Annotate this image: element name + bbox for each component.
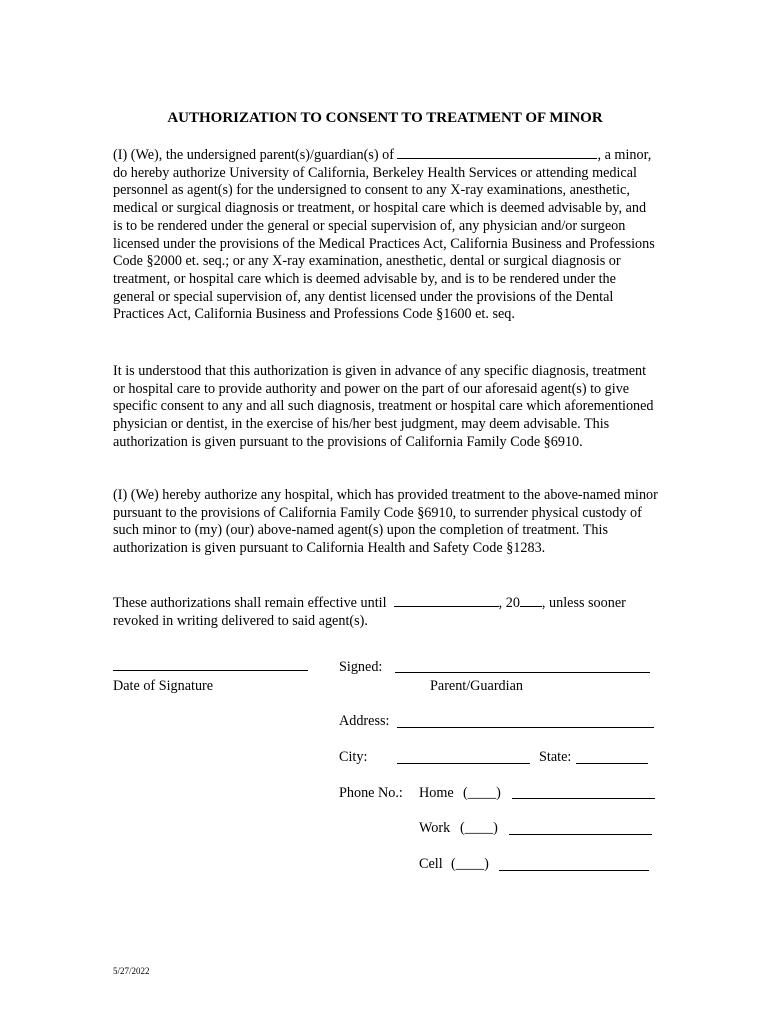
home-phone-label: Home	[419, 785, 454, 801]
effective-lead: These authorizations shall remain effective until	[113, 595, 387, 611]
parent-guardian-label: Parent/Guardian	[430, 678, 523, 694]
effective-date-field[interactable]	[394, 594, 499, 607]
footer-date: 5/27/2022	[113, 966, 150, 976]
address-field[interactable]	[397, 727, 654, 728]
cell-phone-label: Cell	[419, 856, 443, 872]
work-area-code-field[interactable]: (____)	[460, 820, 498, 836]
cell-area-code-field[interactable]: (____)	[451, 856, 489, 872]
year-prefix: , 20	[498, 595, 520, 611]
authorization-lead: (I) (We), the undersigned parent(s)/guardian(s) of	[113, 147, 394, 163]
state-field[interactable]	[576, 763, 648, 764]
work-phone-label: Work	[419, 820, 451, 836]
effective-until-paragraph	[113, 594, 658, 630]
address-label: Address:	[339, 713, 390, 729]
cell-phone-field[interactable]	[499, 870, 649, 871]
authorization-body: , a minor, do hereby authorize University of California, Berkeley Health Services or attending medical personnel as agent(s) for the undersigned to consent to any X-ray examinations, anesthetic, medical or surgical diagnosis or treatment, or hospital care which is deemed advisable by, and is to be rendered under the general or special supervision of, any physician and/or surgeon licensed under the provisions of the Medical Practices Act, California Business and Professions Code §2000 et. seq.; or any X-ray examination, anesthetic, dental or surgical diagnosis or treatment, or hospital care which is deemed advisable by, and is to be rendered under the general or special supervision of, any dentist licensed under the provisions of the Dental Practices Act, California Business and Professions Code §1600 et. seq.	[113, 147, 655, 323]
hospital-paragraph: (I) (We) hereby authorize any hospital, which has provided treatment to the above-named minor pursuant to the provisions of California Family Code §6910, to surrender physical custody of such minor to (my) (our) above-named agent(s) upon the completion of treatment. This authorization is given pursuant to California Health and Safety Code §1283.	[113, 487, 658, 557]
signature-field[interactable]	[395, 672, 650, 673]
city-label: City:	[339, 749, 368, 765]
home-phone-field[interactable]	[512, 798, 655, 799]
form-title: AUTHORIZATION TO CONSENT TO TREATMENT OF MINOR	[167, 110, 603, 126]
signed-label: Signed:	[339, 659, 383, 675]
phone-label: Phone No.:	[339, 785, 403, 801]
date-of-signature-label: Date of Signature	[113, 678, 214, 694]
minor-name-field[interactable]	[397, 146, 597, 159]
city-field[interactable]	[397, 763, 530, 764]
understanding-paragraph: It is understood that this authorization is given in advance of any specific diagnosis, treatment or hospital care to provide authority and power on the part of our aforesaid agent(s) to give specific consent to any and all such diagnosis, treatment or hospital care which aforementioned physician or dentist, in the exercise of his/her best judgment, may deem advisable. This authorization is given pursuant to the provisions of California Family Code §6910.	[113, 363, 654, 450]
work-phone-field[interactable]	[509, 834, 652, 835]
year-field[interactable]	[520, 594, 542, 607]
date-of-signature-field[interactable]	[113, 670, 308, 671]
home-area-code-field[interactable]: (____)	[463, 785, 501, 801]
state-label: State:	[539, 749, 572, 765]
effective-tail: , unless sooner revoked in writing delivered to said agent(s).	[113, 595, 626, 629]
authorization-paragraph	[113, 146, 658, 324]
